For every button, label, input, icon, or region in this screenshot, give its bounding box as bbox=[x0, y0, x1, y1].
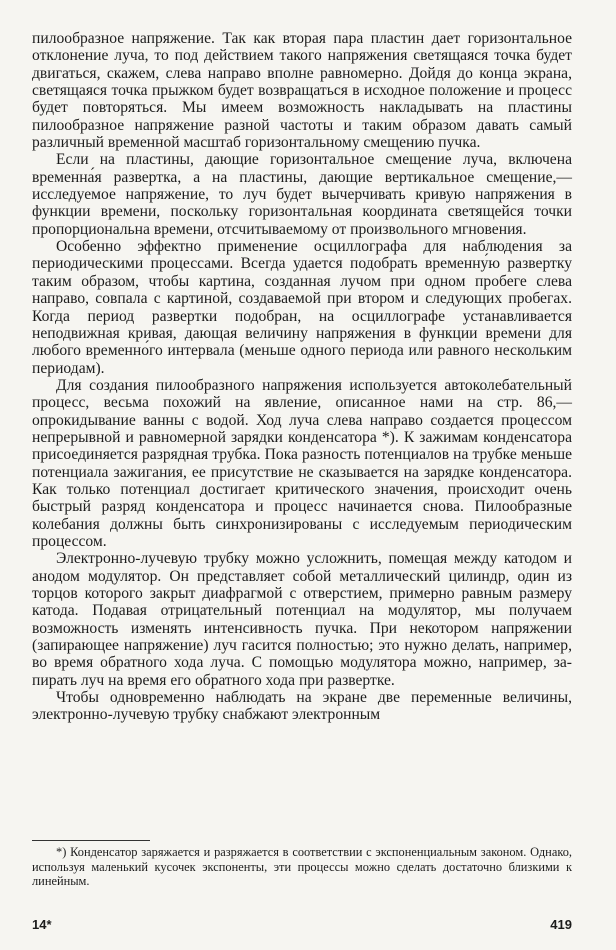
signature-mark: 14* bbox=[32, 917, 52, 932]
paragraph-sawtooth-voltage: пилообразное напряжение. Так как вторая пара пластин дает горизонтальное отклонение луча, то под действием такого напряжения светящаяся точка будет двигаться, скажем, слева направо вполне равномерно. Дойдя до конца экрана, светящаяся точка прыжком будет возвращаться в исходное положение и процесс будет повторяться. Мы имеем возможность накладывать на пластины пилообразное напряжение разной частоты и таким образом давать самый различный временной масштаб горизонтальному смещению пучка. bbox=[32, 30, 572, 152]
paragraph-two-quantities: Чтобы одновременно наблюдать на экране две переменные величины, электронно-лучевую трубку снабжают электронным bbox=[32, 689, 572, 724]
paragraph-periodic-processes: Особенно эффектно применение осциллографа для наблюдения за периодическими процессами. Всегда удается подобрать временну́ю развертку таким образом, чтобы картина, созданная лучом при одном пробеге слева направо, совпала с картиной, создаваемой при втором и следующих пробегах. Когда период развертки подобран, на осциллографе устанавливается неподвижная кривая, дающая величину напряжения в функции времени для любого временно́го интервала (меньше одного периода или равного нескольким периодам). bbox=[32, 238, 572, 377]
main-text bbox=[32, 30, 572, 724]
page-number: 419 bbox=[550, 917, 572, 932]
footnote-divider bbox=[32, 840, 150, 841]
paragraph-modulator: Электронно-лучевую трубку можно усложнить, помещая между катодом и анодом модулятор. Он представляет собой металлический цилиндр, один из торцов которого закрыт диафрагмой с отверстием, примерно равным размеру катода. Подавая отрицательный потенциал на модулятор, мы получаем возможность изменять интенсивность пучка. При некотором напряжении (запирающее напряжение) луч гасится полностью; это нужно делать, например, во время обратного хода луча. С помощью модулятора можно, например, запирать луч на время его обратного хода при развертке. bbox=[32, 550, 572, 689]
paragraph-time-sweep: Если на пластины, дающие горизонтальное смещение луча, включена временна́я развертка, а на пластины, дающие вертикальное смещение,— исследуемое напряжение, то луч будет вычерчивать кривую напряжения в функции времени, поскольку горизонтальная координата светящейся точки пропорциональна времени, отсчитываемому от произвольного мгновения. bbox=[32, 151, 572, 238]
paragraph-self-oscillation: Для создания пилообразного напряжения используется автоколебательный процесс, весьма похожий на явление, описанное нами на стр. 86,— опрокидывание ванны с водой. Ход луча слева направо создается процессом непрерывной и равномерной зарядки конденсатора *). К зажимам конденсатора присоединяется разрядная трубка. Пока разность потенциалов на трубке меньше потенциала зажигания, ее присутствие не сказывается на зарядке конденсатора. Как только потенциал достигает критического значения, происходит очень быстрый разряд конденсатора и процесс начинается снова. Пилообразные колебания должны быть синхронизированы с исследуемым периодическим процессом. bbox=[32, 376, 572, 550]
footnote: *) Конденсатор заряжается и разряжается в соответствии с экспоненциальным законом. Однако, используя маленький кусочек экспоненты, эти процессы можно сделать достаточно близкими к линейным. bbox=[32, 845, 572, 889]
